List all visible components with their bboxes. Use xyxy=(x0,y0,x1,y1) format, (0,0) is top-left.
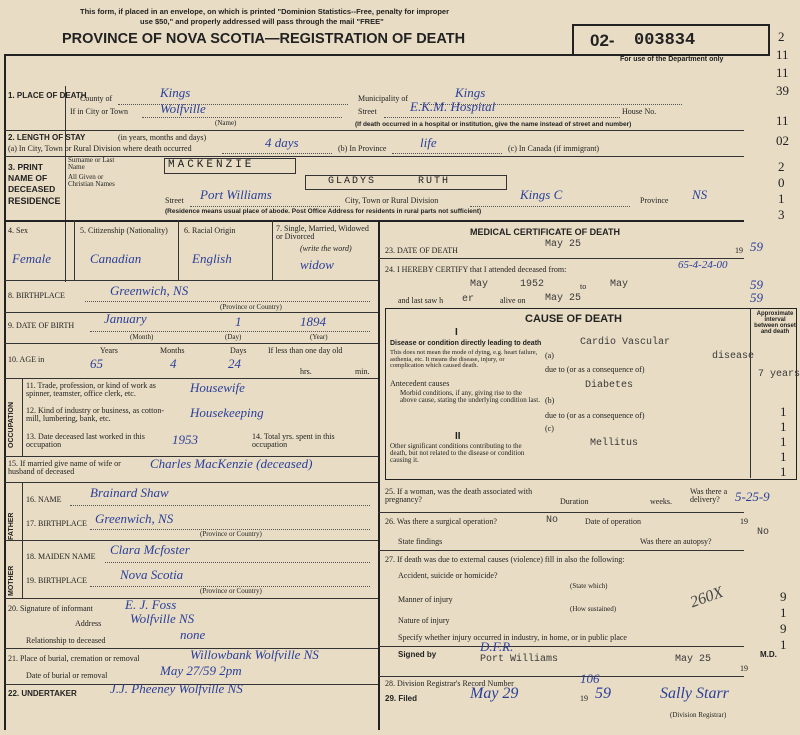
cause-a-marker: (a) xyxy=(545,351,554,360)
maiden-name-value: Clara Mcfoster xyxy=(110,542,190,557)
attended-to-year: 59 xyxy=(750,277,763,292)
external-causes-label: 27. If death was due to external causes (violence) fill in also the following: xyxy=(385,555,625,564)
house-no-label: House No. xyxy=(622,107,657,116)
father-name-value: Brainard Shaw xyxy=(90,485,169,500)
address-label: Address xyxy=(75,619,102,628)
burial-date-value: May 27/59 2pm xyxy=(160,663,242,678)
years-caption: Years xyxy=(100,346,118,355)
given-name-2: RUTH xyxy=(418,176,451,187)
street-label: Street xyxy=(358,107,377,116)
less-than-day-label: If less than one day old xyxy=(268,346,343,355)
age-days-value: 24 xyxy=(228,356,241,371)
date-of-birth-label: 9. DATE OF BIRTH xyxy=(8,321,75,330)
spouse-value: Charles MacKenzie (deceased) xyxy=(150,456,313,471)
racial-origin-label: 6. Racial Origin xyxy=(184,226,236,235)
margin-code: 1 xyxy=(780,434,787,449)
margin-code: 1 xyxy=(780,404,787,419)
delivery-question: Was there a delivery? xyxy=(690,487,728,504)
nature-injury-label: Nature of injury xyxy=(398,616,450,625)
how-sustained-caption: (How sustained) xyxy=(570,605,617,613)
residence-city-label: City, Town or Rural Division xyxy=(345,196,439,205)
disease-note: This does not mean the mode of dying, e.g. heart failure, asthenia, etc. It means the disease, injury, or complication which caused death. xyxy=(390,349,538,369)
father-province-caption: (Province or Country) xyxy=(200,530,262,538)
physician-signature: D.F.R. xyxy=(480,639,514,654)
given-names-label: All Given or Christian Names xyxy=(68,173,115,188)
age-months-value: 4 xyxy=(170,356,177,371)
last-saw-label: and last saw h xyxy=(398,296,444,305)
total-years-label: 14. Total yrs. spent in this occupation xyxy=(252,432,335,449)
municipality-value: Kings xyxy=(455,85,486,100)
state-which-caption: (State which) xyxy=(570,582,608,590)
signed-year-prefix: 19 xyxy=(740,664,748,673)
stay-canada-label: (c) In Canada (if immigrant) xyxy=(508,144,600,153)
margin-code: 1 xyxy=(780,449,787,464)
margin-code: 2 xyxy=(778,159,785,174)
filed-date-value: May 29 xyxy=(470,685,519,702)
residence-note: (Residence means usual place of abode. Post Office Address for residents in rural parts not sufficient) xyxy=(165,208,482,215)
duration-label: Duration xyxy=(560,497,589,506)
surgical-question: 26. Was there a surgical operation? xyxy=(385,517,497,526)
cause-c-value: Mellitus xyxy=(590,438,639,449)
weeks-label: weeks. xyxy=(650,497,672,506)
side-note-annotation: 260X xyxy=(687,583,726,612)
city-value: Wolfville xyxy=(160,101,206,116)
signed-location: Port Williams xyxy=(480,654,559,665)
state-findings-label: State findings xyxy=(398,537,443,546)
margin-code: 1 xyxy=(778,191,785,206)
marital-note: (write the word) xyxy=(300,244,352,253)
other-conditions-label: Other significant conditions contributing to the death, but not related to the disease or condition causing it. xyxy=(390,442,525,464)
certify-label: 24. I HEREBY CERTIFY that I attended deceased from: xyxy=(385,265,567,274)
father-side-label: FATHER xyxy=(8,512,15,540)
print-name-label: 3. PRINT NAME OF DECEASED xyxy=(8,162,56,195)
burial-date-label: Date of burial or removal xyxy=(26,671,108,680)
filed-label: 29. Filed xyxy=(385,694,418,703)
cause-of-death-title: CAUSE OF DEATH xyxy=(525,313,622,325)
mother-province-caption: (Province or Country) xyxy=(200,587,262,595)
relationship-value: none xyxy=(180,627,206,642)
min-caption: min. xyxy=(355,367,370,376)
registration-number-box xyxy=(572,24,770,56)
margin-code: 11 xyxy=(776,47,789,62)
attended-to-month: May xyxy=(610,279,629,290)
cause-a-continued: disease xyxy=(712,351,755,362)
municipality-label: Municipality of xyxy=(358,94,408,103)
citizenship-label: 5. Citizenship (Nationality) xyxy=(80,226,168,235)
surname-value: MACKENZIE xyxy=(168,159,255,171)
hospital-note: (If death occurred in a hospital or institution, give the name instead of street and number) xyxy=(355,121,632,128)
cause-a-interval: 7 years xyxy=(758,369,800,380)
mother-birthplace-value: Nova Scotia xyxy=(120,567,184,582)
undertaker-label: 22. UNDERTAKER xyxy=(8,689,77,698)
date-last-worked-label: 13. Date deceased last worked in this occupation xyxy=(26,432,145,449)
filed-year-prefix: 19 xyxy=(580,694,588,703)
dob-year-value: 1894 xyxy=(300,314,326,329)
form-title: PROVINCE OF NOVA SCOTIA—REGISTRATION OF DEATH xyxy=(62,31,466,47)
province-country-caption: (Province or Country) xyxy=(220,303,282,311)
stay-note: (in years, months and days) xyxy=(118,133,207,142)
cause-b-marker: (b) xyxy=(545,396,555,405)
approx-interval-label: Approximate interval between onset and death xyxy=(754,311,796,335)
residence-street-label: Street xyxy=(165,196,184,205)
md-label: M.D. xyxy=(760,650,777,659)
dob-day-value: 1 xyxy=(235,314,242,329)
registrar-signature: Sally Starr xyxy=(660,685,729,702)
birthplace-label: 8. BIRTHPLACE xyxy=(8,291,65,300)
stay-city-value: 4 days xyxy=(265,135,299,150)
medical-certificate-title: MEDICAL CERTIFICATE OF DEATH xyxy=(470,227,620,237)
margin-code: 39 xyxy=(776,83,789,98)
attendance-margin-note: 65-4-24-00 xyxy=(678,259,728,271)
surname-label: Surname or Last Name xyxy=(68,156,115,171)
mailing-notice-2: use $50," and properly addressed will pass through the mail "FREE" xyxy=(140,17,384,26)
division-registrar-caption: (Division Registrar) xyxy=(670,711,727,719)
year-caption: (Year) xyxy=(310,333,328,341)
mother-side-label: MOTHER xyxy=(8,565,15,596)
part-two-label: II xyxy=(455,431,461,442)
sex-label: 4. Sex xyxy=(8,226,28,235)
record-number-value: 106 xyxy=(580,671,600,686)
age-label: 10. AGE in xyxy=(8,355,45,364)
spouse-label: 15. If married give name of wife or husband of deceased xyxy=(8,459,121,476)
injury-location-label: Specify whether injury occurred in industry, in home, or in public place xyxy=(398,633,627,642)
racial-origin-value: English xyxy=(192,251,232,266)
morbid-note: Morbid conditions, if any, giving rise to the above cause, stating the underlying condition last. xyxy=(400,389,540,404)
margin-code: 9 xyxy=(780,621,787,636)
stay-city-label: (a) In City, Town or Rural Division where death occurred xyxy=(8,144,192,153)
address-value: Wolfville NS xyxy=(130,611,195,626)
margin-code: 1 xyxy=(780,419,787,434)
name-caption: (Name) xyxy=(215,119,237,127)
margin-code: 3 xyxy=(778,207,785,222)
industry-label: 12. Kind of industry or business, as cotton-mill, lumbering, bank, etc. xyxy=(26,406,164,423)
length-of-stay-label: 2. LENGTH OF STAY xyxy=(8,133,86,142)
informant-value: E. J. Foss xyxy=(125,597,177,612)
due-to-1-label: due to (or as a consequence of) xyxy=(545,365,645,374)
industry-value: Housekeeping xyxy=(190,405,264,420)
delivery-margin-note: 5-25-9 xyxy=(735,489,770,504)
trade-value: Housewife xyxy=(190,380,245,395)
disease-direct-label: Disease or condition directly leading to death xyxy=(390,340,542,347)
surgical-value: No xyxy=(546,515,559,526)
death-year-prefix: 19 xyxy=(735,246,743,255)
margin-code: 11 xyxy=(776,65,789,80)
margin-code: 0 xyxy=(778,175,785,190)
hrs-caption: hrs. xyxy=(300,367,312,376)
mailing-notice-1: This form, if placed in an envelope, on which is printed "Dominion Statistics--Free, penalty for improper xyxy=(80,7,450,16)
margin-code: 11 xyxy=(776,113,789,128)
signed-by-label: Signed by xyxy=(398,650,437,659)
father-birthplace-value: Greenwich, NS xyxy=(95,511,174,526)
trade-label: 11. Trade, profession, or kind of work as spinner, teamster, office clerk, etc. xyxy=(26,381,156,398)
birthplace-value: Greenwich, NS xyxy=(110,283,189,298)
margin-code: 1 xyxy=(780,637,787,652)
burial-place-label: 21. Place of burial, cremation or removal xyxy=(8,654,140,663)
record-number-label: 28. Division Registrar's Record Number xyxy=(385,679,514,688)
margin-code: 02 xyxy=(776,133,789,148)
margin-code: 9 xyxy=(780,589,787,604)
residence-label: RESIDENCE xyxy=(8,196,61,206)
alive-year-value: 59 xyxy=(750,290,763,305)
stay-province-value: life xyxy=(420,135,437,150)
burial-place-value: Willowbank Wolfville NS xyxy=(190,647,319,662)
province-value: NS xyxy=(692,187,708,202)
sex-value: Female xyxy=(12,251,51,266)
marital-status-value: widow xyxy=(300,257,334,272)
maiden-name-label: 18. MAIDEN NAME xyxy=(26,552,96,561)
autopsy-question: Was there an autopsy? xyxy=(640,537,712,546)
cause-c-marker: (c) xyxy=(545,424,554,433)
mother-birthplace-label: 19. BIRTHPLACE xyxy=(26,576,87,585)
occupation-side-label: OCCUPATION xyxy=(8,401,15,448)
date-last-worked-value: 1953 xyxy=(172,432,198,447)
marital-status-label: 7. Single, Married, Widowed or Divorced xyxy=(276,224,369,241)
manner-label: Manner of injury xyxy=(398,595,453,604)
margin-code: 1 xyxy=(780,464,787,479)
date-of-death-value: May 25 xyxy=(545,239,582,250)
month-caption: (Month) xyxy=(130,333,154,341)
residence-street-value: Port Williams xyxy=(200,187,272,202)
pregnancy-question: 25. If a woman, was the death associated with pregnancy? xyxy=(385,487,533,504)
alive-on-label: alive on xyxy=(500,296,526,305)
department-use-label: For use of the Department only xyxy=(620,56,724,63)
informant-label: 20. Signature of informant xyxy=(8,604,93,613)
date-of-death-label: 23. DATE OF DEATH xyxy=(385,246,458,255)
place-of-death-label: 1. PLACE OF DEATH xyxy=(8,91,87,100)
father-name-label: 16. NAME xyxy=(26,495,62,504)
dob-month-value: January xyxy=(104,311,147,326)
days-caption: Days xyxy=(230,346,247,355)
due-to-2-label: due to (or as a consequence of) xyxy=(545,411,645,420)
age-years-value: 65 xyxy=(90,356,103,371)
date-operation-label: Date of operation xyxy=(585,517,641,526)
cause-b-value: Diabetes xyxy=(585,380,634,391)
filed-year-value: 59 xyxy=(595,685,611,702)
operation-year-prefix: 19 xyxy=(740,517,748,526)
given-name-1: GLADYS xyxy=(328,176,377,187)
attended-from-month: May xyxy=(470,279,489,290)
last-saw-h-value: er xyxy=(462,294,475,305)
to-label: to xyxy=(580,282,587,291)
county-value: Kings xyxy=(160,85,191,100)
accident-label: Accident, suicide or homicide? xyxy=(398,571,498,580)
county-label: County of xyxy=(80,94,113,103)
stay-province-label: (b) In Province xyxy=(338,144,387,153)
registration-number: 003834 xyxy=(634,31,696,50)
registration-prefix: 02- xyxy=(590,31,615,50)
province-label: Province xyxy=(640,196,669,205)
autopsy-value: No xyxy=(757,527,770,538)
part-one-label: I xyxy=(455,327,458,338)
margin-code: 2 xyxy=(778,29,785,44)
alive-on-value: May 25 xyxy=(545,293,582,304)
street-value: E.K.M. Hospital xyxy=(410,99,496,114)
citizenship-value: Canadian xyxy=(90,251,142,266)
day-caption: (Day) xyxy=(225,333,242,341)
death-year-value: 59 xyxy=(750,239,763,254)
months-caption: Months xyxy=(160,346,185,355)
attended-from-year: 1952 xyxy=(520,279,545,290)
relationship-label: Relationship to deceased xyxy=(26,636,106,645)
city-label: If in City or Town xyxy=(70,107,128,116)
signed-date: May 25 xyxy=(675,654,712,665)
undertaker-value: J.J. Pheeney Wolfville NS xyxy=(110,681,243,696)
residence-city-value: Kings C xyxy=(520,187,563,202)
father-birthplace-label: 17. BIRTHPLACE xyxy=(26,519,87,528)
antecedent-label: Antecedent causes xyxy=(390,379,450,388)
cause-a-value: Cardio Vascular xyxy=(580,337,671,348)
margin-code: 1 xyxy=(780,605,787,620)
